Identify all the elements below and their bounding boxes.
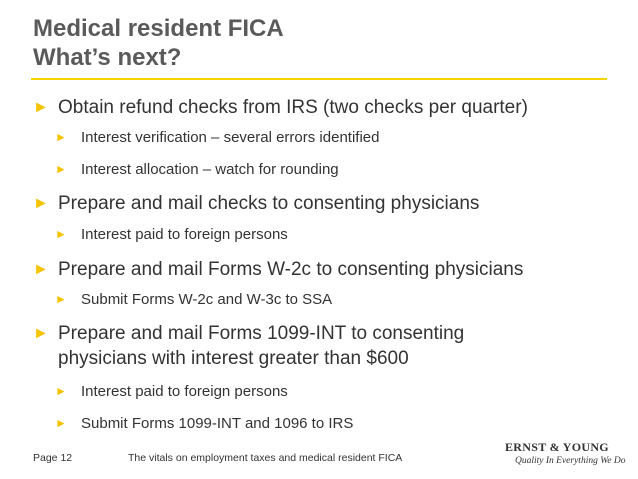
bullet-text: Prepare and mail Forms W-2c to consenting physicians [58,259,524,280]
bullet-text: Obtain refund checks from IRS (two checks per quarter) [58,97,528,118]
bullet-text: Prepare and mail checks to consenting physicians [58,193,480,214]
bullet-arrow-icon: ► [33,195,49,212]
bullet-arrow-icon: ► [33,99,49,116]
bullet-arrow-icon: ► [33,325,49,342]
sub-bullet-text: Interest paid to foreign persons [81,226,288,243]
logo-company-name: ERNST & YOUNG [505,440,609,454]
slide-title-line-1: Medical resident FICA [33,15,284,42]
sub-bullet-arrow-icon: ► [55,227,67,241]
sub-bullet-arrow-icon: ► [55,130,67,144]
bullet-arrow-icon: ► [33,261,49,278]
sub-bullet-text: Interest verification – several errors identified [81,129,380,146]
sub-bullet-text: Submit Forms W-2c and W-3c to SSA [81,291,333,308]
sub-bullet-arrow-icon: ► [55,162,67,176]
slide-title-line-2: What’s next? [33,44,182,71]
bullet-text-line-1: Prepare and mail Forms 1099-INT to consenting [58,323,465,344]
sub-bullet-text: Submit Forms 1099-INT and 1096 to IRS [81,415,354,432]
sub-bullet-text: Interest paid to foreign persons [81,383,288,400]
sub-bullet-arrow-icon: ► [55,292,67,306]
logo-tagline: Quality In Everything We Do [515,456,626,466]
title-divider [31,78,607,80]
bullet-text-line-2: physicians with interest greater than $600 [58,348,409,369]
page-number: Page 12 [33,452,73,464]
sub-bullet-text: Interest allocation – watch for rounding [81,161,339,178]
footer-presentation-title: The vitals on employment taxes and medical resident FICA [128,452,403,464]
sub-bullet-arrow-icon: ► [55,384,67,398]
slide-title [33,14,284,72]
sub-bullet-arrow-icon: ► [55,416,67,430]
company-logo [505,440,626,472]
